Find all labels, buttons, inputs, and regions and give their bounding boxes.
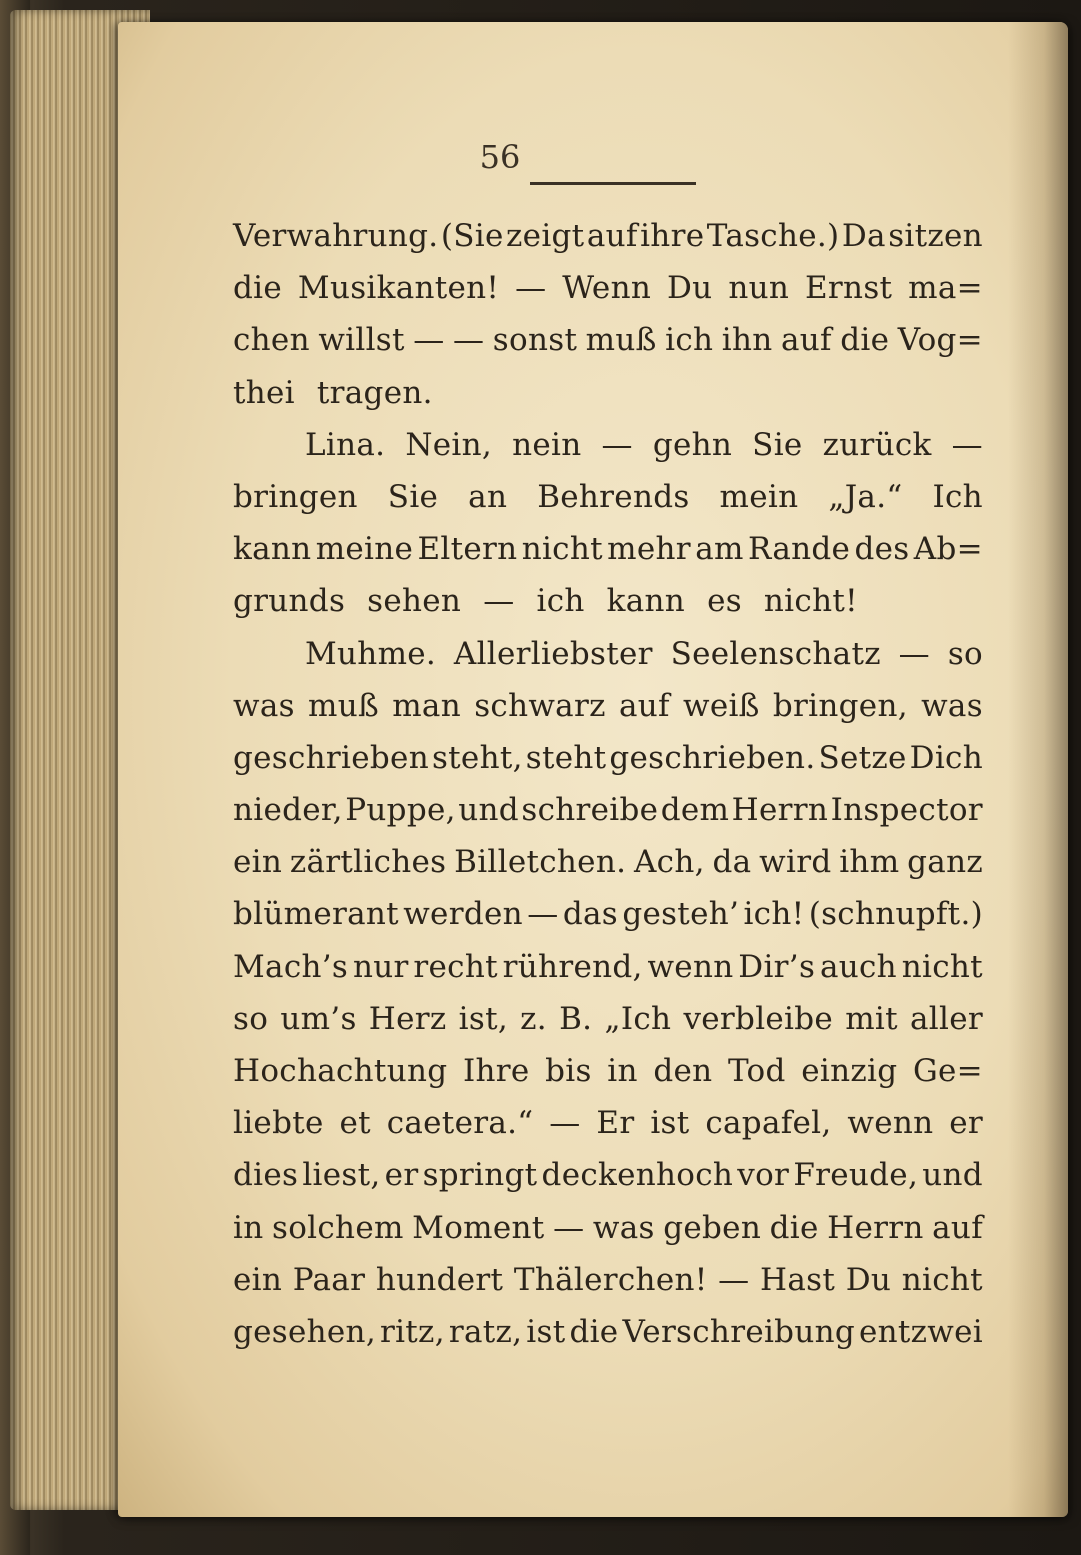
word: Puppe,	[345, 792, 456, 829]
word: Rande	[747, 531, 851, 568]
word: bringen	[233, 478, 358, 515]
word: „Ich	[604, 1000, 672, 1037]
word: die	[840, 322, 890, 359]
word: recht	[413, 948, 498, 985]
text-line	[233, 210, 983, 262]
word: B.	[559, 1000, 593, 1037]
word: Ernst	[805, 270, 893, 307]
word: —	[483, 583, 515, 620]
word: tragen.	[316, 374, 433, 411]
text-line	[233, 784, 983, 836]
word: zurück	[822, 426, 932, 463]
word: (schnupft.)	[808, 896, 983, 933]
word: nur	[352, 948, 409, 985]
word: et	[339, 1105, 371, 1142]
word: Musikanten!	[297, 270, 500, 307]
word: gesehen,	[233, 1313, 376, 1350]
word: was	[592, 1209, 655, 1246]
word: Tasche.)	[706, 218, 840, 254]
word: verbleibe	[683, 1000, 834, 1037]
word: an	[468, 478, 508, 515]
word: —	[718, 1261, 750, 1298]
word: liest,	[302, 1157, 381, 1194]
word: Allerliebster	[453, 635, 653, 672]
word: dem	[660, 792, 730, 829]
word: (Sie	[440, 218, 504, 254]
body-text	[233, 210, 983, 1358]
word: grunds	[233, 583, 346, 620]
text-line	[233, 628, 983, 680]
word: liebte	[233, 1105, 324, 1142]
word: was	[233, 687, 295, 724]
text-line	[233, 836, 983, 888]
word: dies	[233, 1157, 299, 1194]
word: geschrieben	[233, 739, 429, 776]
word: Du	[667, 270, 713, 307]
text-line	[233, 1202, 983, 1254]
word: gehn	[652, 426, 733, 463]
word: kann	[233, 531, 312, 568]
text-line	[233, 1149, 983, 1201]
word: Sie	[752, 426, 803, 463]
text-line	[233, 367, 983, 419]
word: auch	[819, 948, 897, 985]
word: —	[898, 635, 930, 672]
word: nicht	[901, 948, 983, 985]
word: —	[601, 426, 633, 463]
word: Sie	[387, 478, 439, 515]
word: Da	[841, 218, 886, 254]
word: nein	[512, 426, 582, 463]
word: —	[549, 1105, 581, 1142]
word: ein	[233, 844, 283, 881]
word: sehen	[367, 583, 462, 620]
word: man	[392, 687, 461, 724]
word: chen	[233, 322, 310, 359]
text-line	[233, 1097, 983, 1149]
word: Herrn	[731, 792, 829, 829]
word: auf	[780, 322, 832, 359]
word: muß	[308, 687, 380, 724]
text-line	[233, 419, 983, 471]
word: Moment	[412, 1209, 545, 1246]
word: —	[413, 322, 445, 359]
word: weiß	[682, 687, 760, 724]
word: ist	[526, 1313, 566, 1350]
word: ihn	[721, 322, 773, 359]
text-line	[233, 1254, 983, 1306]
word: Billetchen.	[454, 844, 627, 881]
word: Tod	[727, 1053, 786, 1089]
word: solchem	[272, 1209, 404, 1246]
word: und	[458, 792, 519, 829]
word: Thälerchen!	[513, 1261, 708, 1298]
word: am	[695, 531, 744, 568]
word: so	[947, 635, 983, 672]
text-line	[233, 888, 983, 940]
word: bis	[545, 1053, 592, 1089]
word: das	[562, 896, 618, 933]
word: nicht	[521, 531, 603, 568]
word: Verschreibung	[622, 1313, 855, 1350]
word: deckenhoch	[541, 1157, 734, 1194]
word: Lina.	[305, 426, 386, 463]
word: Eltern	[417, 531, 518, 568]
word: des	[854, 531, 910, 568]
word: bringen,	[772, 687, 908, 724]
text-line	[233, 732, 983, 784]
word: „Ja.“	[828, 478, 903, 515]
word: Muhme.	[305, 635, 437, 672]
word: caetera.“	[386, 1105, 534, 1142]
word: Ach,	[633, 844, 705, 881]
text-line	[233, 471, 983, 523]
text-line	[233, 993, 983, 1045]
word: vor	[737, 1157, 790, 1194]
word: springt	[422, 1157, 538, 1194]
word: ihre	[640, 218, 705, 254]
word: ihm	[839, 844, 900, 881]
word: ganz	[907, 844, 983, 881]
word: einzig	[801, 1053, 898, 1089]
text-line	[233, 1306, 983, 1358]
word: die	[233, 270, 283, 307]
word: capafel,	[705, 1105, 832, 1142]
text-line	[233, 575, 983, 627]
word: geschrieben.	[609, 739, 816, 776]
word: mein	[719, 478, 799, 515]
word: ich	[536, 583, 585, 620]
word: nieder,	[233, 792, 343, 829]
word: steht	[525, 739, 607, 776]
word: muß	[585, 322, 657, 359]
word: steht,	[431, 739, 523, 776]
word: Er	[596, 1105, 635, 1142]
word: Inspector	[830, 792, 983, 829]
word: Herz	[368, 1000, 447, 1037]
word: wenn	[647, 948, 734, 985]
word: so	[233, 1000, 269, 1037]
word: gesteh’	[622, 896, 740, 933]
word: da	[712, 844, 752, 881]
text-line	[233, 941, 983, 993]
word: werden	[403, 896, 523, 933]
word: Behrends	[537, 478, 690, 515]
word: Ihre	[462, 1053, 530, 1089]
word: ist	[650, 1105, 690, 1142]
word: Ab=	[913, 531, 983, 568]
word: in	[233, 1209, 264, 1246]
word: sonst	[492, 322, 578, 359]
word: aller	[910, 1000, 983, 1037]
word: ich	[665, 322, 714, 359]
word: Verwahrung.	[233, 218, 439, 254]
word: Vog=	[897, 322, 983, 359]
word: Du	[845, 1261, 892, 1298]
word: blümerant	[233, 896, 399, 933]
text-line	[233, 523, 983, 575]
header-rule	[530, 182, 696, 185]
word: schreibe	[521, 792, 659, 829]
word: —	[515, 270, 547, 307]
word: Wenn	[562, 270, 652, 307]
word: nicht	[901, 1261, 983, 1298]
word: —	[453, 322, 485, 359]
word: auf	[618, 687, 670, 724]
word: nun	[728, 270, 790, 307]
word: —	[553, 1209, 585, 1246]
word: auf	[932, 1209, 983, 1246]
word: wird	[759, 844, 832, 881]
word: er	[384, 1157, 419, 1194]
word: Ge=	[912, 1053, 983, 1089]
word: kann	[606, 583, 686, 620]
word: in	[607, 1053, 638, 1089]
word: Seelenschatz	[670, 635, 881, 672]
word: Nein,	[405, 426, 493, 463]
word: er	[949, 1105, 983, 1142]
word: und	[922, 1157, 983, 1194]
word: was	[921, 687, 983, 724]
word: ritz,	[379, 1313, 445, 1350]
word: ratz,	[448, 1313, 523, 1350]
text-line	[233, 314, 983, 366]
text-line	[233, 1045, 983, 1097]
word: mehr	[607, 531, 691, 568]
word: ist,	[458, 1000, 509, 1037]
word: Paar	[292, 1261, 366, 1298]
word: ein	[233, 1261, 283, 1298]
word: zeigt	[506, 218, 585, 254]
word: z.	[520, 1000, 547, 1037]
word: die	[769, 1209, 819, 1246]
word: die	[569, 1313, 619, 1350]
word: Mach’s	[233, 948, 349, 985]
word: willst	[318, 322, 405, 359]
word: mit	[845, 1000, 898, 1037]
word: um’s	[280, 1000, 357, 1037]
word: ma=	[908, 270, 983, 307]
word: Freude,	[793, 1157, 919, 1194]
word: geben	[663, 1209, 762, 1246]
word: meine	[315, 531, 414, 568]
word: zärtliches	[289, 844, 447, 881]
word: Dich	[909, 739, 983, 776]
word: —	[951, 426, 983, 463]
page-number: 56	[479, 138, 521, 176]
word: auf	[586, 218, 638, 254]
text-line	[233, 680, 983, 732]
word: Ich	[932, 478, 983, 515]
word: den	[653, 1053, 713, 1089]
word: entzwei	[858, 1313, 983, 1350]
word: —	[527, 896, 559, 933]
word: sitzen	[888, 218, 983, 254]
word: thei	[233, 374, 295, 411]
word: schwarz	[474, 687, 606, 724]
word: wenn	[847, 1105, 934, 1142]
word: Setze	[818, 739, 907, 776]
word: Hast	[760, 1261, 836, 1298]
word: hundert	[375, 1261, 504, 1298]
word: Dir’s	[738, 948, 816, 985]
word: es	[707, 583, 742, 620]
word: nicht!	[763, 583, 858, 620]
word: Hochachtung	[233, 1053, 448, 1089]
word: Herrn	[827, 1209, 924, 1246]
word: ich!	[743, 896, 805, 933]
word: rührend,	[502, 948, 643, 985]
text-line	[233, 262, 983, 314]
